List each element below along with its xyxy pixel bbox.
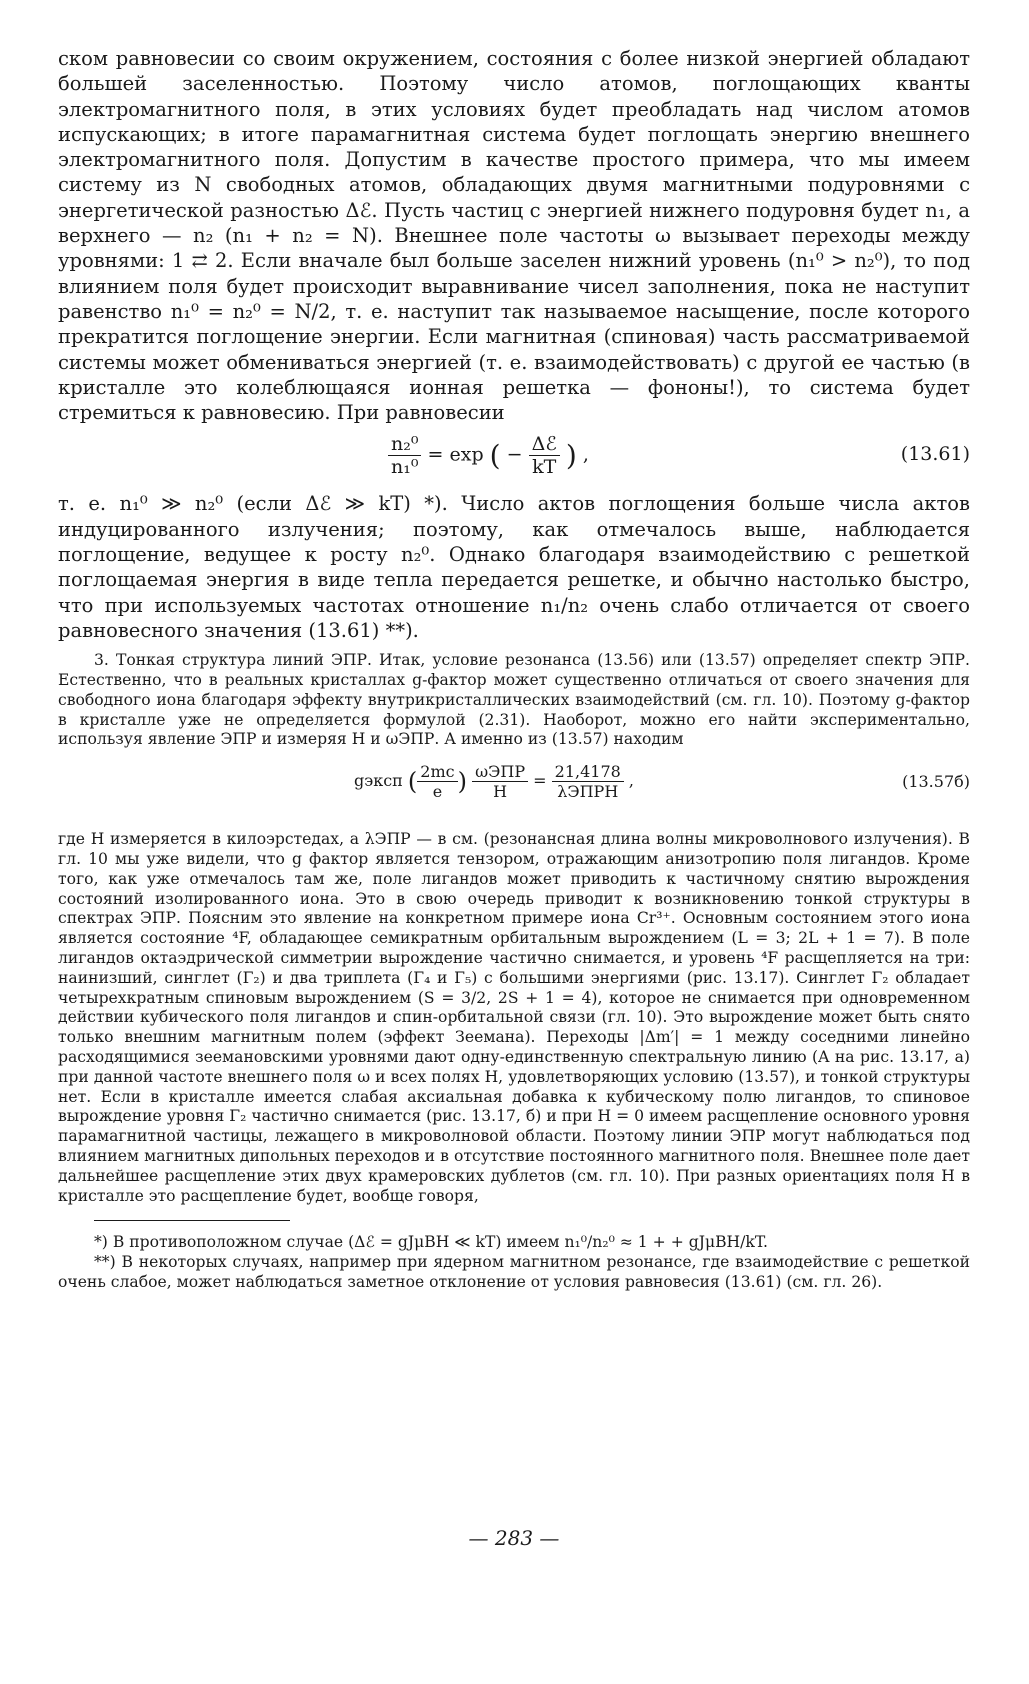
eq2-f2-denominator: H bbox=[493, 782, 508, 802]
equation-13-57b-label: (13.57б) bbox=[902, 772, 970, 792]
eq2-f1-numerator: 2mc bbox=[417, 762, 457, 782]
equation-13-57b-body: gэксп ( $\frac{2mc}{e}$ ) $\frac{\text{ωЭПР}}{H}$ = $\frac{21,4178}{\text{λЭПРH}}$ , bbox=[354, 762, 635, 802]
equation-13-61-body: $\frac{\text{n₂⁰}}{\text{n₁⁰}}$ = exp ( − $\frac{\text{Δℰ}}{kT}$ ) , bbox=[388, 433, 589, 478]
eq2-f2-numerator: ωЭПР bbox=[472, 762, 528, 782]
equation-13-61-label: (13.61) bbox=[900, 443, 970, 466]
page-content bbox=[58, 46, 970, 1550]
eq1-denominator: n₁⁰ bbox=[391, 456, 419, 479]
eq2-f1-denominator: e bbox=[432, 782, 443, 802]
paragraph-fine-structure: 3. Тонкая структура линий ЭПР. Итак, условие резонанса (13.56) или (13.57) определяет спектр ЭПР. Естественно, что в реальных кристаллах g-фактор может существенно отличаться от своего значения для свободного иона благодаря эффекту внутрикристаллических взаимодействий (см. гл. 10). Поэтому g-фактор в кристалле уже не определяется формулой (2.31). Наоборот, можно его найти экспериментально, используя явление ЭПР и измеряя H и ωЭПР. А именно из (13.57) находим bbox=[58, 651, 970, 749]
equation-13-61 bbox=[58, 427, 970, 487]
eq1-exp: = exp bbox=[427, 443, 484, 466]
eq1-inner-denominator: kT bbox=[532, 456, 557, 479]
eq2-lhs: gэксп bbox=[354, 771, 403, 791]
eq2-f3-denominator: λЭПРH bbox=[557, 782, 619, 802]
paragraph-intro: ском равновесии со своим окружением, состояния с более низкой энергией обладают большей заселенностью. Поэтому число атомов, поглощающих кванты электромагнитного поля, в этих условиях будет преобладать над числом атомов испускающих; в итоге парамагнитная система будет поглощать энергию внешнего электромагнитного поля. Допустим в качестве простого примера, что мы имеем систему из N свободных атомов, обладающих двумя магнитными подуровнями с энергетической разностью Δℰ. Пусть частиц с энергией нижнего подуровня будет n₁, а верхнего — n₂ (n₁ + n₂ = N). Внешнее поле частоты ω вызывает переходы между уровнями: 1 ⇄ 2. Если вначале был больше заселен нижний уровень (n₁⁰ > n₂⁰), то под влиянием поля будет происходит выравнивание чисел заполнения, пока не наступит равенство n₁⁰ = n₂⁰ = N/2, т. е. наступит так называемое насыщение, после которого прекратится поглощение энергии. Если магнитная (спиновая) часть рассматриваемой системы может обмениваться энергией (т. е. взаимодействовать) с другой ее частью (в кристалле это колеблющаяся ионная решетка — фононы!), то система будет стремиться к равновесию. При равновесии bbox=[58, 47, 970, 425]
paragraph-absorption: т. е. n₁⁰ ≫ n₂⁰ (если Δℰ ≫ kT) *). Число актов поглощения больше числа актов индуцированного излучения; поэтому, как отмечалось выше, наблюдается поглощение, ведущее к росту n₂⁰. Однако благодаря взаимодействию с решеткой поглощаемая энергия в виде тепла передается решетке, и обычно настолько быстро, что при используемых частотах отношение n₁/n₂ очень слабо отличается от своего равновесного значения (13.61) **). bbox=[58, 492, 970, 642]
eq2-f3-numerator: 21,4178 bbox=[552, 762, 624, 782]
footnote-2: **) В некоторых случаях, например при ядерном магнитном резонансе, где взаимодействие с решеткой очень слабое, может наблюдаться заметное отклонение от условия равновесия (13.61) (см. гл. 26). bbox=[58, 1253, 970, 1291]
equation-13-57b bbox=[58, 752, 970, 826]
footnote-divider bbox=[94, 1220, 290, 1221]
eq1-numerator: n₂⁰ bbox=[388, 433, 421, 456]
eq1-inner-numerator: Δℰ bbox=[529, 433, 560, 456]
page-number: — 283 — bbox=[468, 1526, 560, 1550]
footnote-1: *) В противоположном случае (Δℰ = gJμBH ≪ kT) имеем n₁⁰/n₂⁰ ≈ 1 + + gJμBH/kT. bbox=[94, 1233, 768, 1252]
paragraph-cr3-example: где H измеряется в килоэрстедах, а λЭПР — в см. (резонансная длина волны микроволнового излучения). В гл. 10 мы уже видели, что g фактор является тензором, отражающим анизотропию поля лигандов. Кроме того, как уже отмечалось там же, поле лигандов может приводить к частичному снятию вырождения состояний изолированного иона. Это в свою очередь приводит к возникновению тонкой структуры в спектрах ЭПР. Поясним это явление на конкретном примере иона Cr³⁺. Основным состоянием этого иона является состояние ⁴F, обладающее семикратным орбитальным вырождением (L = 3; 2L + 1 = 7). В поле лигандов октаэдрической симметрии вырождение частично снимается, и уровень ⁴F расщепляется на три: наинизший, синглет (Γ₂) и два триплета (Γ₄ и Γ₅) с большими энергиями (рис. 13.17). Синглет Γ₂ обладает четырехкратным спиновым вырождением (S = 3/2, 2S + 1 = 4), которое не снимается при одновременном действии кубического поля лигандов и спин-орбитальной связи (гл. 10). Это вырождение может быть снято только внешним магнитным полем (эффект Зеемана). Переходы |Δm′| = 1 между соседними линейно расходящимися зеемановскими уровнями дают одну-единственную спектральную линию (A на рис. 13.17, а) при данной частоте внешнего поля ω и всех полях H, удовлетворяющих условию (13.57), и тонкой структуры нет. Если в кристалле имеется слабая аксиальная добавка к кубическому полю лигандов, то спиновое вырождение уровня Γ₂ частично снимается (рис. 13.17, б) и при H = 0 имеем расщепление основного уровня парамагнитной частицы, лежащего в микроволновой области. Поэтому линии ЭПР могут наблюдаться под влиянием магнитных дипольных переходов и в отсутствие постоянного магнитного поля. Внешнее поле дает дальнейшее расщепление этих двух крамеровских дублетов (см. гл. 10). При разных ориентациях поля H в кристалле это расщепление будет, вообще говоря, bbox=[58, 830, 970, 1205]
